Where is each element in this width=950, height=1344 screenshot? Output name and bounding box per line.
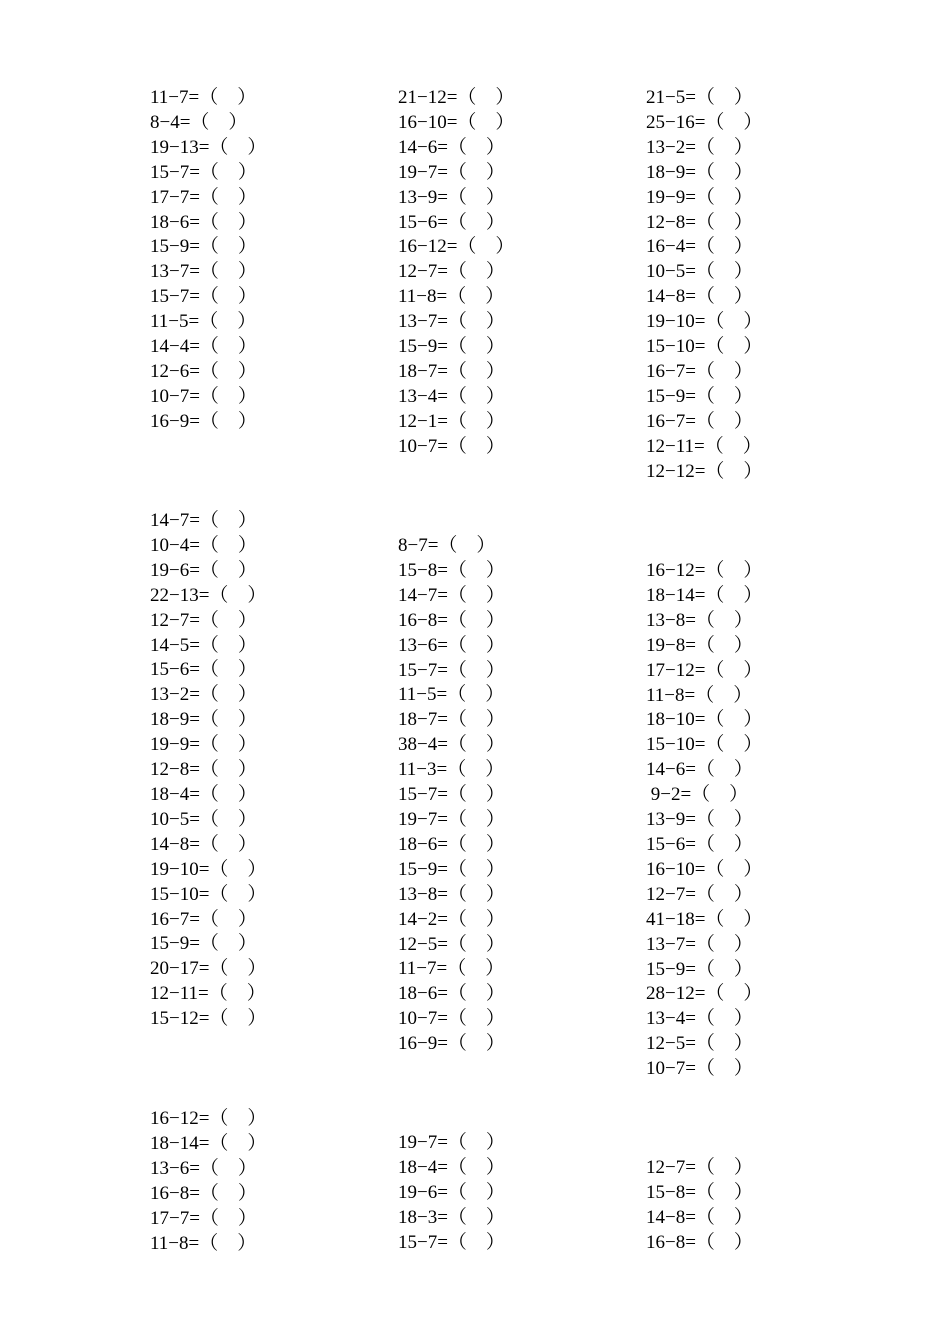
subtraction-problem: 13−2=（ ） (150, 684, 257, 706)
problem-column (646, 1156, 866, 1256)
subtraction-problem: 19−13=（ ） (150, 136, 267, 158)
subtraction-problem: 13−7=（ ） (150, 261, 257, 283)
subtraction-problem: 15−7=（ ） (398, 659, 505, 681)
subtraction-problem: 14−8=（ ） (150, 833, 257, 855)
subtraction-problem: 13−7=（ ） (646, 933, 753, 955)
subtraction-problem: 12−7=（ ） (646, 1157, 753, 1178)
subtraction-problem: 12−11=（ ） (150, 983, 266, 1005)
subtraction-problem: 18−3=（ ） (398, 1206, 505, 1228)
subtraction-problem: 10−5=（ ） (150, 808, 257, 830)
subtraction-problem: 15−10=（ ） (646, 734, 763, 756)
subtraction-problem: 10−7=（ ） (646, 1058, 753, 1080)
subtraction-problem: 13−8=（ ） (646, 609, 753, 631)
subtraction-problem: 15−8=（ ） (398, 559, 505, 581)
subtraction-problem: 12−7=（ ） (150, 609, 257, 631)
subtraction-problem: 15−9=（ ） (150, 236, 257, 258)
subtraction-problem: 19−7=（ ） (398, 161, 505, 183)
subtraction-problem: 19−8=（ ） (646, 634, 753, 656)
subtraction-problem: 25−16=（ ） (646, 111, 763, 133)
subtraction-problem: 15−9=（ ） (150, 933, 257, 955)
subtraction-problem: 15−7=（ ） (398, 1231, 505, 1253)
problem-column (150, 509, 370, 1032)
subtraction-problem: 16−8=（ ） (150, 1182, 257, 1204)
subtraction-problem: 13−4=（ ） (646, 1008, 753, 1030)
subtraction-problem: 14−2=（ ） (398, 908, 505, 930)
subtraction-problem: 16−7=（ ） (150, 908, 257, 930)
subtraction-problem: 28−12=（ ） (646, 983, 763, 1005)
subtraction-problem: 19−10=（ ） (646, 311, 763, 333)
subtraction-problem: 14−6=（ ） (646, 759, 753, 781)
subtraction-problem: 15−10=（ ） (646, 336, 763, 358)
subtraction-problem: 16−9=（ ） (150, 410, 257, 432)
subtraction-problem: 18−14=（ ） (646, 584, 763, 606)
problem-column (150, 86, 370, 435)
subtraction-problem: 19−9=（ ） (646, 186, 753, 208)
subtraction-problem: 12−11=（ ） (646, 435, 762, 457)
subtraction-problem: 15−9=（ ） (398, 336, 505, 358)
subtraction-problem: 16−7=（ ） (646, 360, 753, 382)
subtraction-problem: 18−4=（ ） (150, 783, 257, 805)
subtraction-problem: 15−7=（ ） (150, 161, 257, 183)
subtraction-problem: 18−4=（ ） (398, 1156, 505, 1178)
subtraction-problem: 18−6=（ ） (398, 983, 505, 1005)
subtraction-problem: 11−8=（ ） (398, 286, 505, 308)
subtraction-problem: 12−12=（ ） (646, 460, 763, 482)
subtraction-problem: 14−7=（ ） (398, 584, 505, 606)
subtraction-problem: 15−9=（ ） (398, 858, 505, 880)
subtraction-problem: 18−10=（ ） (646, 709, 763, 731)
subtraction-problem: 11−5=（ ） (398, 684, 505, 706)
subtraction-problem: 11−5=（ ） (150, 311, 257, 333)
subtraction-problem: 19−7=（ ） (398, 1132, 505, 1153)
subtraction-problem: 16−4=（ ） (646, 236, 753, 258)
subtraction-problem: 13−6=（ ） (398, 634, 505, 656)
subtraction-problem: 10−7=（ ） (150, 385, 257, 407)
subtraction-problem: 18−6=（ ） (150, 211, 257, 233)
subtraction-problem: 15−7=（ ） (150, 286, 257, 308)
subtraction-problem: 15−9=（ ） (646, 385, 753, 407)
subtraction-problem: 13−2=（ ） (646, 136, 753, 158)
subtraction-problem: 15−6=（ ） (150, 659, 257, 681)
subtraction-problem: 15−6=（ ） (398, 211, 505, 233)
subtraction-problem: 13−9=（ ） (646, 809, 753, 831)
subtraction-problem: 18−7=（ ） (398, 709, 505, 731)
subtraction-problem: 17−7=（ ） (150, 186, 257, 208)
problem-column (398, 86, 618, 460)
subtraction-problem: 19−9=（ ） (150, 734, 257, 756)
subtraction-problem: 38−4=（ ） (398, 734, 505, 756)
subtraction-problem: 16−12=（ ） (398, 236, 515, 258)
subtraction-problem: 19−10=（ ） (150, 858, 267, 880)
subtraction-problem: 13−6=（ ） (150, 1157, 257, 1179)
subtraction-problem: 16−9=（ ） (398, 1033, 505, 1055)
subtraction-problem: 16−12=（ ） (646, 560, 763, 581)
subtraction-problem: 20−17=（ ） (150, 958, 267, 980)
subtraction-problem: 21−5=（ ） (646, 87, 753, 108)
subtraction-problem: 12−1=（ ） (398, 410, 505, 432)
subtraction-problem: 8−7=（ ） (398, 535, 496, 556)
subtraction-problem: 18−6=（ ） (398, 833, 505, 855)
subtraction-problem: 14−5=（ ） (150, 634, 257, 656)
subtraction-problem: 16−10=（ ） (398, 111, 515, 133)
problem-column (150, 1107, 370, 1256)
problem-column (646, 559, 866, 1082)
problem-column (646, 86, 866, 485)
subtraction-problem: 41−18=（ ） (646, 908, 763, 930)
subtraction-problem: 15−12=（ ） (150, 1008, 267, 1030)
subtraction-problem: 15−7=（ ） (398, 784, 505, 806)
subtraction-problem: 14−8=（ ） (646, 1206, 753, 1228)
subtraction-problem: 16−12=（ ） (150, 1108, 267, 1129)
subtraction-problem: 8−4=（ ） (150, 111, 248, 133)
subtraction-problem: 18−7=（ ） (398, 360, 505, 382)
subtraction-problem: 15−6=（ ） (646, 833, 753, 855)
subtraction-problem: 9−2=（ ） (646, 784, 749, 806)
subtraction-problem: 15−8=（ ） (646, 1181, 753, 1203)
subtraction-problem: 12−5=（ ） (646, 1033, 753, 1055)
subtraction-problem: 16−10=（ ） (646, 858, 763, 880)
subtraction-problem: 12−8=（ ） (150, 759, 257, 781)
subtraction-problem: 16−7=（ ） (646, 410, 753, 432)
subtraction-problem: 17−12=（ ） (646, 659, 763, 681)
subtraction-problem: 18−9=（ ） (646, 161, 753, 183)
subtraction-problem: 15−10=（ ） (150, 883, 267, 905)
subtraction-problem: 12−7=（ ） (398, 261, 505, 283)
subtraction-problem: 10−4=（ ） (150, 534, 257, 556)
subtraction-problem: 11−8=（ ） (150, 1232, 257, 1254)
problem-column (398, 534, 618, 1057)
subtraction-problem: 14−7=（ ） (150, 510, 257, 531)
subtraction-problem: 17−7=（ ） (150, 1207, 257, 1229)
subtraction-problem: 13−9=（ ） (398, 186, 505, 208)
subtraction-problem: 12−6=（ ） (150, 360, 257, 382)
subtraction-problem: 10−7=（ ） (398, 435, 505, 457)
subtraction-problem: 19−7=（ ） (398, 808, 505, 830)
subtraction-problem: 12−8=（ ） (646, 211, 753, 233)
subtraction-problem: 19−6=（ ） (398, 1181, 505, 1203)
subtraction-problem: 13−7=（ ） (398, 311, 505, 333)
subtraction-problem: 11−3=（ ） (398, 759, 505, 781)
subtraction-problem: 18−14=（ ） (150, 1132, 267, 1154)
problem-column (398, 1131, 618, 1256)
subtraction-problem: 16−8=（ ） (646, 1231, 753, 1253)
subtraction-problem: 18−9=（ ） (150, 709, 257, 731)
subtraction-problem: 14−4=（ ） (150, 336, 257, 358)
subtraction-problem: 16−8=（ ） (398, 609, 505, 631)
subtraction-problem: 10−7=（ ） (398, 1008, 505, 1030)
subtraction-problem: 13−4=（ ） (398, 385, 505, 407)
subtraction-problem: 22−13=（ ） (150, 584, 267, 606)
subtraction-problem: 15−9=（ ） (646, 958, 753, 980)
subtraction-problem: 12−5=（ ） (398, 933, 505, 955)
subtraction-problem: 10−5=（ ） (646, 261, 753, 283)
subtraction-problem: 14−8=（ ） (646, 286, 753, 308)
subtraction-problem: 12−7=（ ） (646, 883, 753, 905)
subtraction-problem: 13−8=（ ） (398, 883, 505, 905)
subtraction-problem: 19−6=（ ） (150, 559, 257, 581)
subtraction-problem: 11−7=（ ） (398, 958, 505, 980)
subtraction-problem: 11−8=（ ） (646, 684, 753, 706)
subtraction-problem: 11−7=（ ） (150, 87, 257, 108)
subtraction-problem: 21−12=（ ） (398, 87, 515, 108)
subtraction-problem: 14−6=（ ） (398, 136, 505, 158)
